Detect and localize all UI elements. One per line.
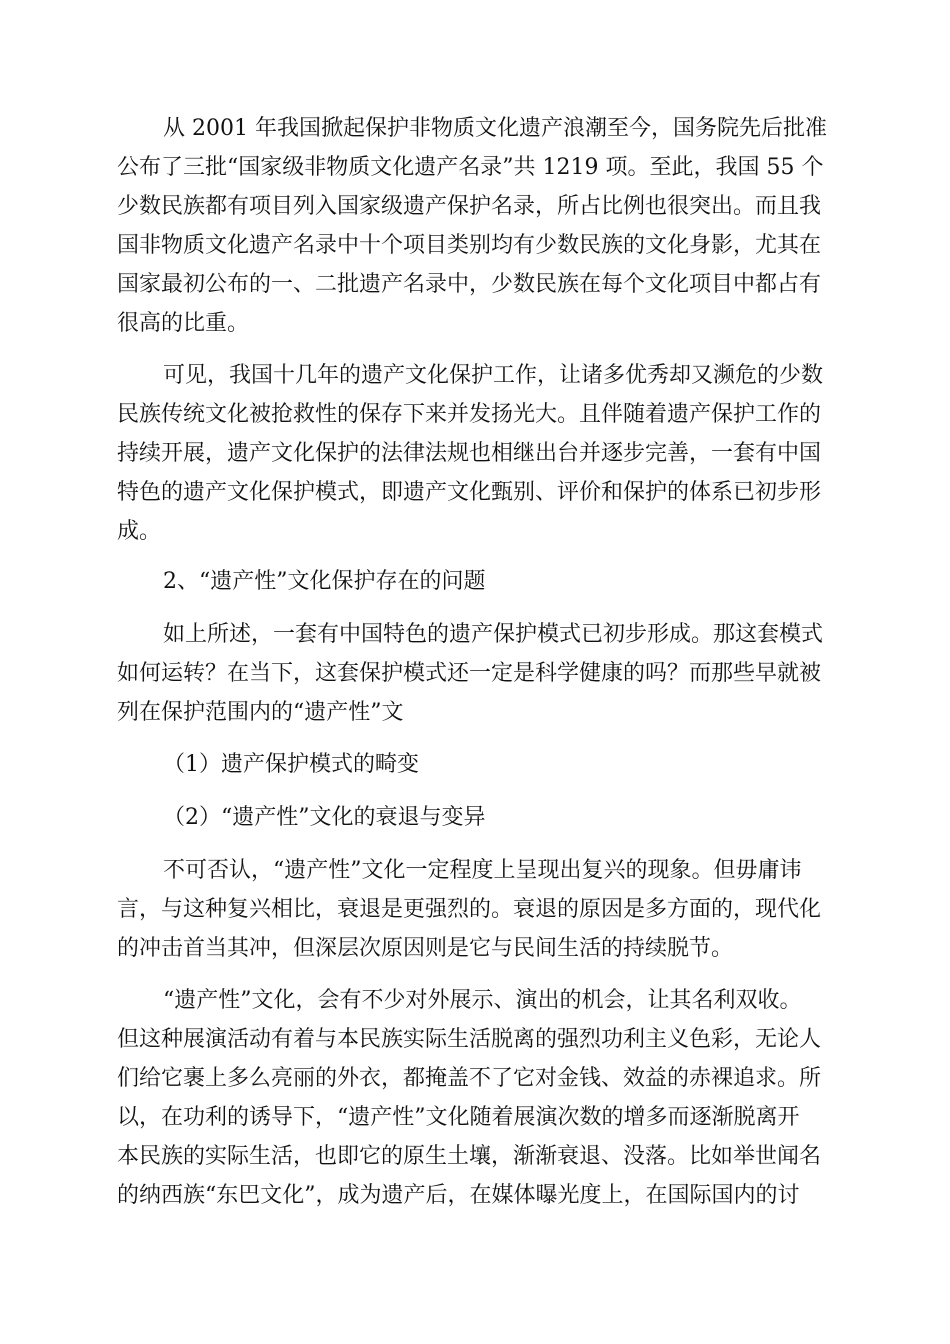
paragraph-2-line-5: 成。 <box>117 519 162 544</box>
paragraph-4-line-2: 言，与这种复兴相比，衰退是更强烈的。衰退的原因是多方面的，现代化 <box>117 897 822 922</box>
paragraph-5-line-2: 但这种展演活动有着与本民族实际生活脱离的强烈功利主义色彩，无论人 <box>117 1027 822 1052</box>
paragraph-1-line-4: 国非物质文化遗产名录中十个项目类别均有少数民族的文化身影，尤其在 <box>117 233 822 258</box>
paragraph-2-line-2: 民族传统文化被抢救性的保存下来并发扬光大。且伴随着遗产保护工作的 <box>117 402 822 427</box>
paragraph-3-line-1: 如上所述，一套有中国特色的遗产保护模式已初步形成。那这套模式 <box>163 622 824 647</box>
subheading-1: （1）遗产保护模式的畸变 <box>163 752 419 777</box>
paragraph-3-line-3: 列在保护范围内的“遗产性”文 <box>117 700 404 725</box>
paragraph-5-line-1: “遗产性”文化，会有不少对外展示、演出的机会，让其名利双收。 <box>163 988 802 1013</box>
paragraph-5-line-6: 的纳西族“东巴文化”，成为遗产后，在媒体曝光度上，在国际国内的讨 <box>117 1183 800 1208</box>
paragraph-5-line-5: 本民族的实际生活，也即它的原生土壤，渐渐衰退、没落。比如举世闻名 <box>117 1144 822 1169</box>
paragraph-2-line-4: 特色的遗产文化保护模式，即遗产文化甄别、评价和保护的体系已初步形 <box>117 480 822 505</box>
paragraph-1-line-2: 公布了三批“国家级非物质文化遗产名录”共 1219 项。至此，我国 55 个 <box>117 155 824 180</box>
paragraph-2-line-1: 可见，我国十几年的遗产文化保护工作，让诸多优秀却又濒危的少数 <box>163 363 824 388</box>
paragraph-5-line-3: 们给它裹上多么亮丽的外衣，都掩盖不了它对金钱、效益的赤裸追求。所 <box>117 1066 822 1091</box>
paragraph-1-line-6: 很高的比重。 <box>117 311 250 336</box>
section-heading: 2、“遗产性”文化保护存在的问题 <box>163 569 486 594</box>
paragraph-4-line-1: 不可否认，“遗产性”文化一定程度上呈现出复兴的现象。但毋庸讳 <box>163 858 802 883</box>
paragraph-1-line-3: 少数民族都有项目列入国家级遗产保护名录，所占比例也很突出。而且我 <box>117 194 822 219</box>
paragraph-4-line-3: 的冲击首当其冲，但深层次原因则是它与民间生活的持续脱节。 <box>117 936 734 961</box>
paragraph-1-line-1: 从 2001 年我国掀起保护非物质文化遗产浪潮至今，国务院先后批准 <box>163 116 827 141</box>
paragraph-3-line-2: 如何运转？在当下，这套保护模式还一定是科学健康的吗？而那些早就被 <box>117 661 822 686</box>
subheading-2: （2）“遗产性”文化的衰退与变异 <box>163 805 486 830</box>
paragraph-5-line-4: 以，在功利的诱导下，“遗产性”文化随着展演次数的增多而逐渐脱离开 <box>117 1105 800 1130</box>
paragraph-1-line-5: 国家最初公布的一、二批遗产名录中，少数民族在每个文化项目中都占有 <box>117 272 822 297</box>
paragraph-2-line-3: 持续开展，遗产文化保护的法律法规也相继出台并逐步完善，一套有中国 <box>117 441 822 466</box>
